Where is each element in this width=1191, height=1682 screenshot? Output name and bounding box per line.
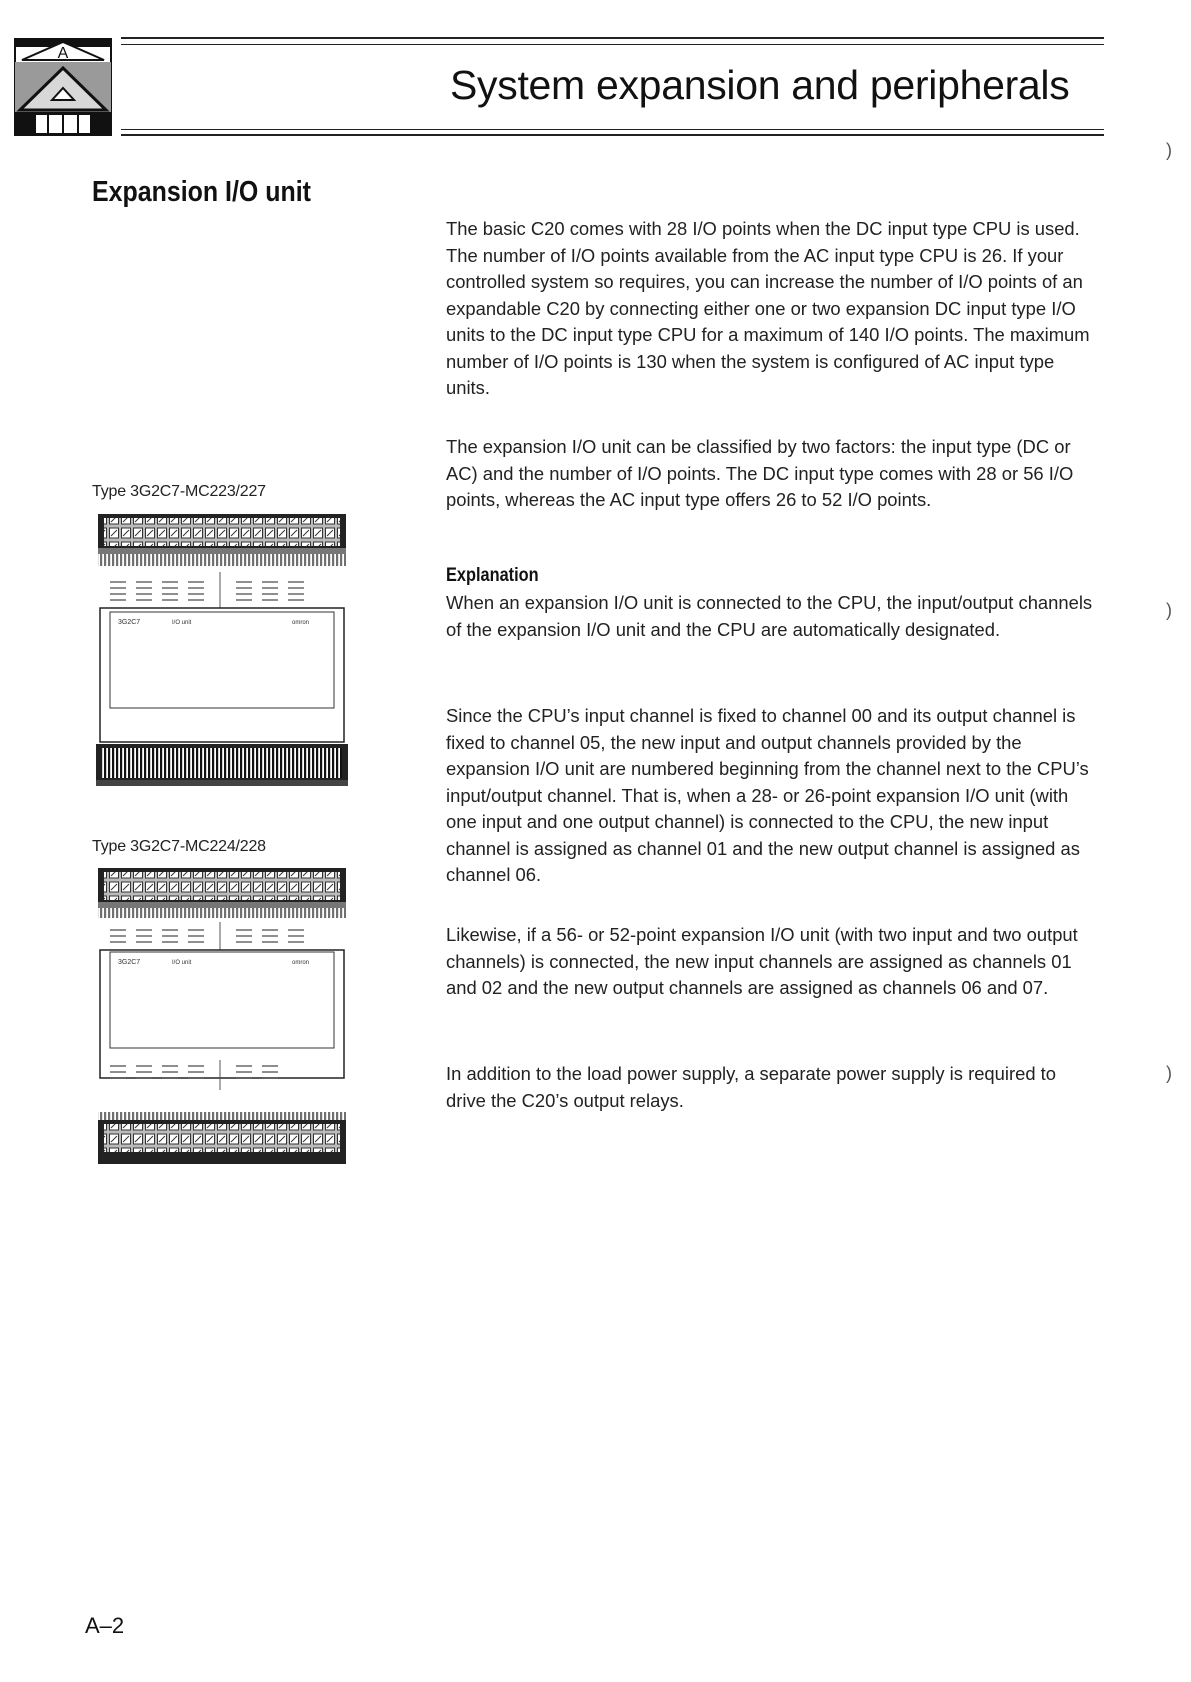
svg-text:I/O unit: I/O unit xyxy=(172,620,192,626)
header-rule-bottom xyxy=(121,129,1104,130)
paragraph-intro: The basic C20 comes with 28 I/O points when the DC input type CPU is used. The number of I/O points available from the AC input type CPU is 26. If your controlled system so requires, you can increase the number of I/O points of an expandable C20 by connecting either one or two expansion DC input type I/O units to the DC input type CPU for a maximum of 140 I/O points. The maximum number of I/O points is 130 when the system is configured of AC input type units. xyxy=(446,218,1090,398)
explanation-heading: Explanation xyxy=(446,565,539,586)
header-rule-top xyxy=(121,37,1104,39)
svg-text:omron: omron xyxy=(292,960,310,966)
section-title: Expansion I/O unit xyxy=(92,176,311,208)
paragraph-channel-numbering: Since the CPU’s input channel is fixed to channel 00 and its output channel is fixed to channel 05, the new input and output channels provided by the expansion I/O unit are numbered beginning from the channel next to the CPU’s input/output channel. That is, when a 28- or 26-point expansion I/O unit (with one input and one output channel) is connected to the CPU, the new input channel is assigned as channel 01 and the new output channel is assigned as channel 06. xyxy=(446,705,1089,885)
expansion-unit-28pt-illustration xyxy=(96,512,348,814)
paragraph-power-supply: In addition to the load power supply, a separate power supply is required to drive the C20’s output relays. xyxy=(446,1063,1056,1111)
svg-text:I/O unit: I/O unit xyxy=(172,960,192,966)
paragraph-two-channel: Likewise, if a 56- or 52-point expansion I/O unit (with two input and two output channels) is connected, the new input channels are assigned as channels 01 and 02 and the new output channels are assigned as channels 06 and 07. xyxy=(446,924,1078,998)
page-title: System expansion and peripherals xyxy=(450,62,1070,108)
margin-mark: ) xyxy=(1166,140,1172,160)
header-rule-bottom-thick xyxy=(121,134,1104,136)
header-rule-top-thin xyxy=(121,44,1104,45)
svg-text:omron: omron xyxy=(292,620,310,626)
svg-text:3G2C7: 3G2C7 xyxy=(118,619,141,626)
figure-caption-1: Type 3G2C7-MC223/227 xyxy=(92,483,266,500)
margin-mark: ) xyxy=(1166,600,1172,620)
page-number: A–2 xyxy=(85,1613,125,1638)
expansion-unit-56pt-illustration xyxy=(96,866,348,1166)
paragraph-classification: The expansion I/O unit can be classified by two factors: the input type (DC or AC) and the number of I/O points. The DC input type comes with 28 or 56 I/O points, whereas the AC input type offers 26 to 52 I/O points. xyxy=(446,436,1074,510)
figure-caption-2: Type 3G2C7-MC224/228 xyxy=(92,838,266,855)
triangle-house-logo-icon xyxy=(14,38,112,136)
svg-text:3G2C7: 3G2C7 xyxy=(118,959,141,966)
svg-text:A: A xyxy=(57,45,69,62)
paragraph-explanation: When an expansion I/O unit is connected to the CPU, the input/output channels of the expansion I/O unit and the CPU are automatically designated. xyxy=(446,592,1093,640)
margin-mark: ) xyxy=(1166,1063,1172,1083)
